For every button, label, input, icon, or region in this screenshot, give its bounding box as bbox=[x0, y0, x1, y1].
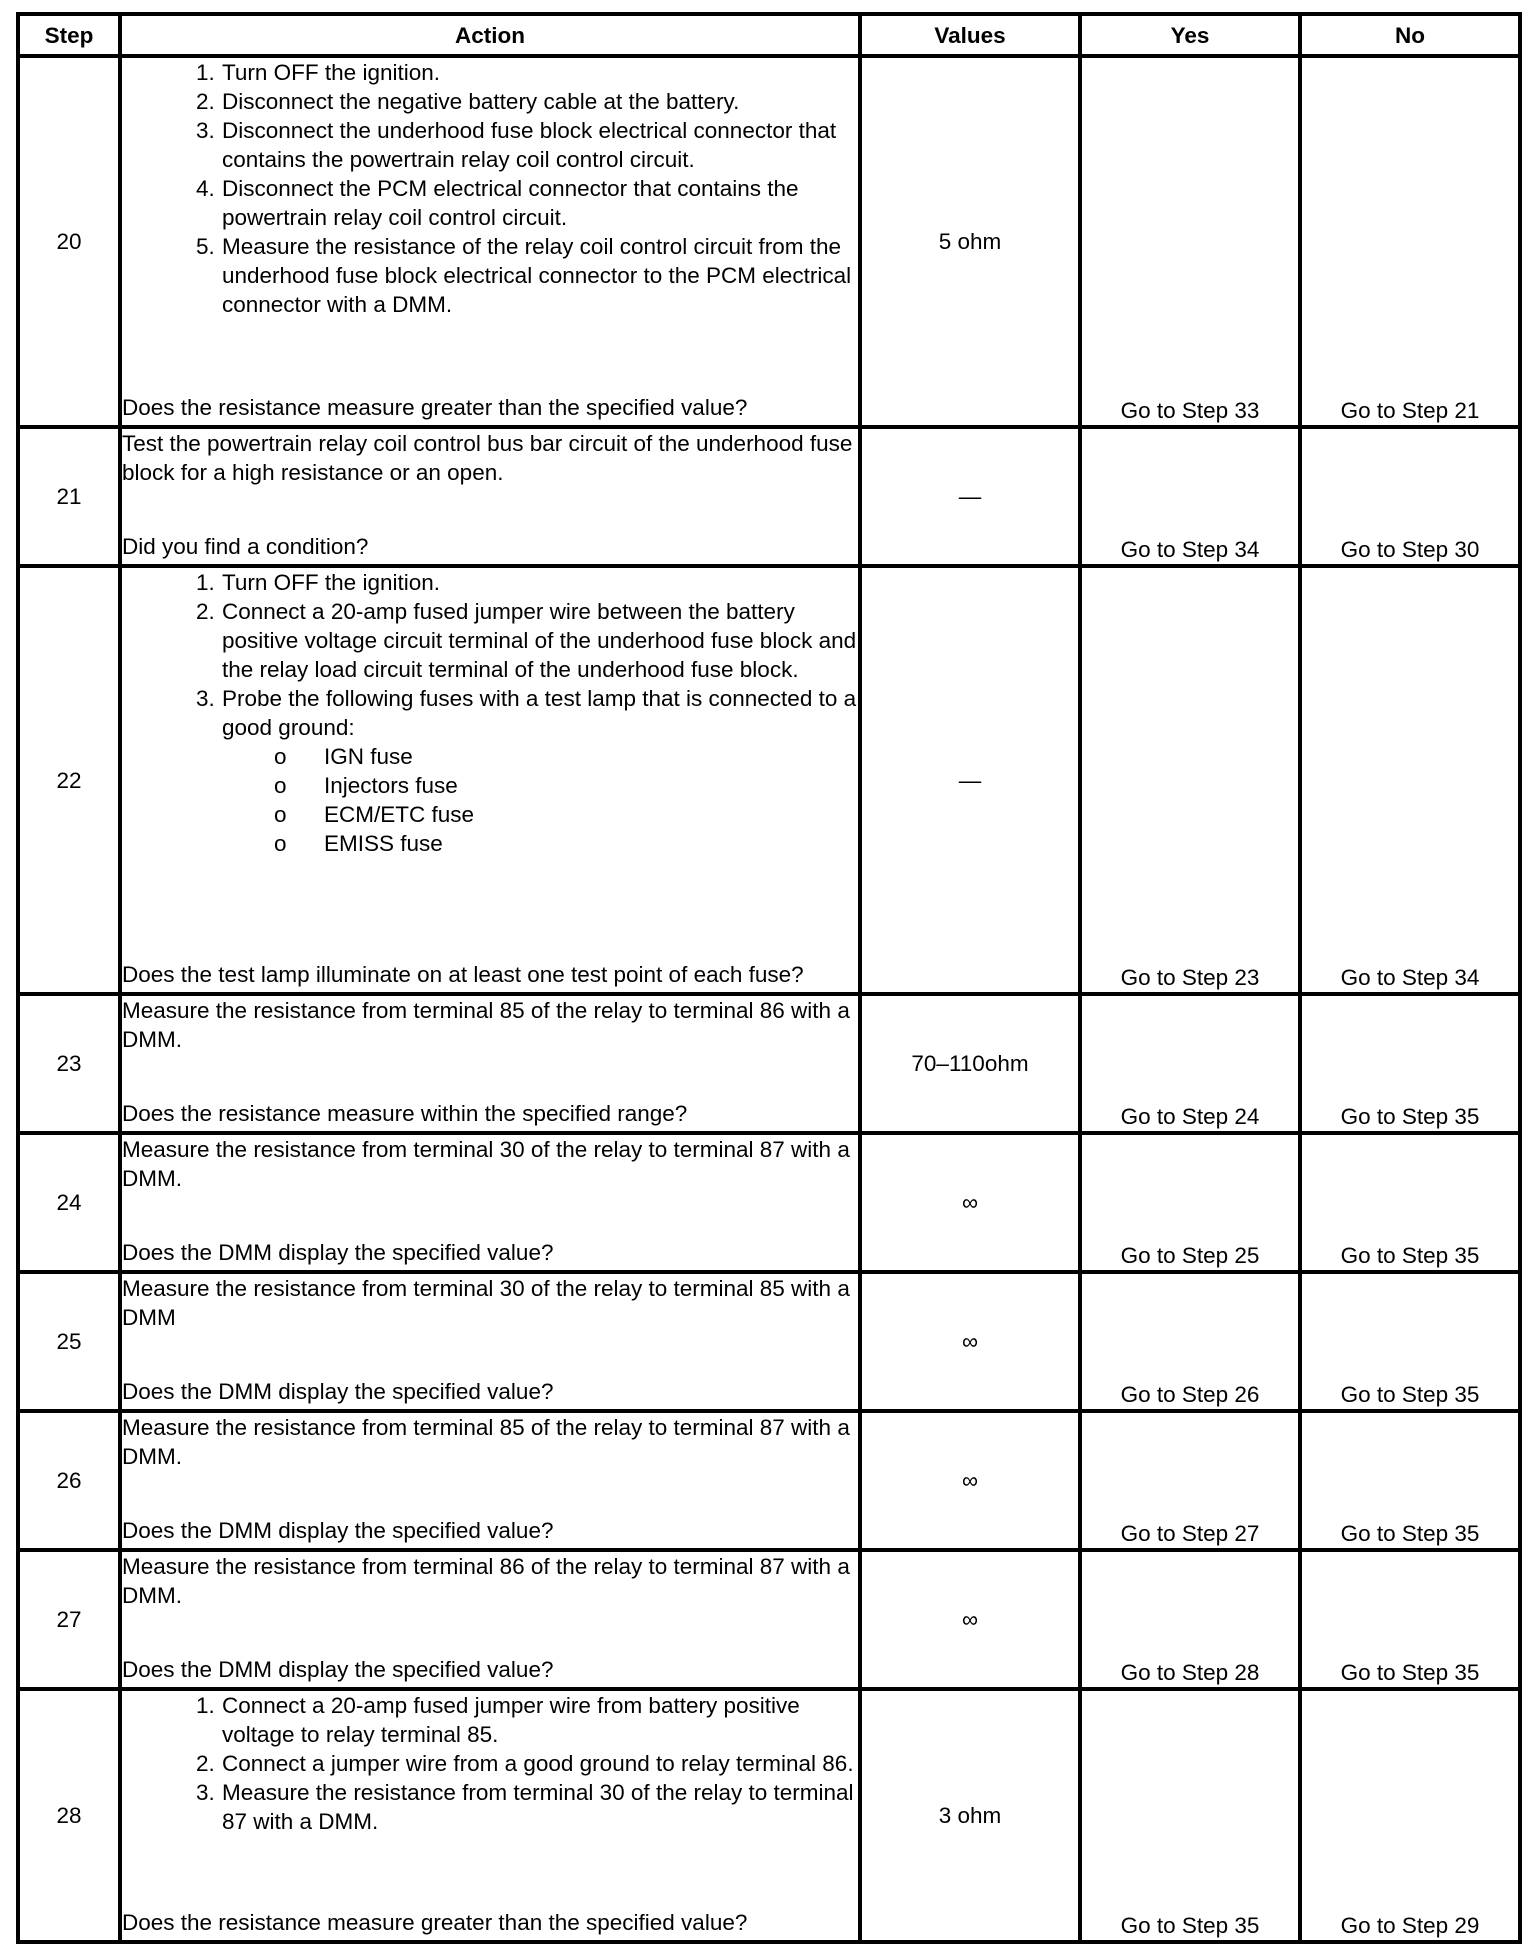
step-item-number: 5. bbox=[196, 234, 215, 259]
table-row bbox=[18, 1550, 1520, 1689]
yes-link[interactable]: Go to Step 34 bbox=[1080, 427, 1300, 566]
step-item-text: Connect a jumper wire from a good ground to relay terminal 86. bbox=[222, 1751, 854, 1776]
fuse-name: ECM/ETC fuse bbox=[324, 802, 475, 827]
step-number: 23 bbox=[18, 994, 120, 1133]
action-step bbox=[122, 58, 858, 87]
step-item-number: 1. bbox=[196, 60, 215, 85]
header-row bbox=[18, 14, 1520, 56]
no-link[interactable]: Go to Step 35 bbox=[1300, 1133, 1520, 1272]
table-row bbox=[18, 427, 1520, 566]
yes-link[interactable]: Go to Step 26 bbox=[1080, 1272, 1300, 1411]
action-step bbox=[122, 568, 858, 597]
value-cell: — bbox=[860, 427, 1080, 566]
action-steps bbox=[122, 568, 858, 742]
action-question: Did you find a condition? bbox=[122, 534, 369, 559]
action-step bbox=[122, 116, 858, 174]
fuse-name: EMISS fuse bbox=[324, 831, 443, 856]
action-question: Does the test lamp illuminate on at least one test point of each fuse? bbox=[122, 962, 804, 987]
table-row bbox=[18, 1133, 1520, 1272]
yes-link[interactable]: Go to Step 27 bbox=[1080, 1411, 1300, 1550]
action-question: Does the DMM display the specified value? bbox=[122, 1240, 554, 1265]
no-link[interactable]: Go to Step 35 bbox=[1300, 1411, 1520, 1550]
step-item-text: Turn OFF the ignition. bbox=[222, 60, 441, 85]
step-number: 26 bbox=[18, 1411, 120, 1550]
yes-link[interactable]: Go to Step 35 bbox=[1080, 1689, 1300, 1942]
step-item-number: 2. bbox=[196, 599, 215, 624]
action-step bbox=[122, 684, 858, 742]
value-cell: 3 ohm bbox=[860, 1689, 1080, 1942]
action-text: Measure the resistance from terminal 85 of the relay to terminal 87 with a DMM. bbox=[122, 1415, 850, 1469]
circle-bullet-icon: o bbox=[274, 802, 287, 827]
fuse-list-item bbox=[122, 829, 858, 858]
step-number: 20 bbox=[18, 56, 120, 427]
no-link[interactable]: Go to Step 21 bbox=[1300, 56, 1520, 427]
circle-bullet-icon: o bbox=[274, 744, 287, 769]
fuse-list-item bbox=[122, 742, 858, 771]
step-item-number: 4. bbox=[196, 176, 215, 201]
circle-bullet-icon: o bbox=[274, 831, 287, 856]
step-number: 22 bbox=[18, 566, 120, 994]
action-cell bbox=[120, 1689, 860, 1942]
header-yes: Yes bbox=[1080, 14, 1300, 56]
no-link[interactable]: Go to Step 35 bbox=[1300, 994, 1520, 1133]
action-cell bbox=[120, 1550, 860, 1689]
value-cell: ∞ bbox=[860, 1272, 1080, 1411]
header-no: No bbox=[1300, 14, 1520, 56]
fuse-list-item bbox=[122, 771, 858, 800]
action-text: Measure the resistance from terminal 30 of the relay to terminal 85 with a DMM bbox=[122, 1276, 850, 1330]
fuse-name: IGN fuse bbox=[324, 744, 413, 769]
step-item-number: 3. bbox=[196, 686, 215, 711]
yes-link[interactable]: Go to Step 23 bbox=[1080, 566, 1300, 994]
step-item-number: 2. bbox=[196, 1751, 215, 1776]
value-cell: — bbox=[860, 566, 1080, 994]
action-question: Does the DMM display the specified value? bbox=[122, 1518, 554, 1543]
action-question: Does the DMM display the specified value? bbox=[122, 1379, 554, 1404]
step-number: 21 bbox=[18, 427, 120, 566]
diagnostic-table bbox=[16, 12, 1522, 1944]
action-cell bbox=[120, 1411, 860, 1550]
step-item-text: Probe the following fuses with a test lamp that is connected to a good ground: bbox=[222, 686, 857, 740]
table-row bbox=[18, 994, 1520, 1133]
no-link[interactable]: Go to Step 35 bbox=[1300, 1550, 1520, 1689]
step-item-number: 1. bbox=[196, 1693, 215, 1718]
no-link[interactable]: Go to Step 34 bbox=[1300, 566, 1520, 994]
action-step bbox=[122, 597, 858, 684]
action-question: Does the resistance measure greater than the specified value? bbox=[122, 395, 748, 420]
step-number: 27 bbox=[18, 1550, 120, 1689]
value-cell: ∞ bbox=[860, 1411, 1080, 1550]
value-cell: 5 ohm bbox=[860, 56, 1080, 427]
no-link[interactable]: Go to Step 35 bbox=[1300, 1272, 1520, 1411]
fuse-list bbox=[122, 742, 858, 858]
value-cell: 70–110ohm bbox=[860, 994, 1080, 1133]
action-cell bbox=[120, 1133, 860, 1272]
yes-link[interactable]: Go to Step 28 bbox=[1080, 1550, 1300, 1689]
action-step bbox=[122, 1691, 858, 1749]
value-cell: ∞ bbox=[860, 1133, 1080, 1272]
action-text: Measure the resistance from terminal 86 of the relay to terminal 87 with a DMM. bbox=[122, 1554, 850, 1608]
action-question: Does the resistance measure within the specified range? bbox=[122, 1101, 688, 1126]
table-row bbox=[18, 1272, 1520, 1411]
table-body bbox=[18, 56, 1520, 1942]
table-row bbox=[18, 1689, 1520, 1942]
action-question: Does the DMM display the specified value? bbox=[122, 1657, 554, 1682]
step-item-text: Connect a 20-amp fused jumper wire between the battery positive voltage circuit terminal of the underhood fuse block and the relay load circuit terminal of the underhood fuse block. bbox=[222, 599, 857, 682]
action-step bbox=[122, 87, 858, 116]
table-row bbox=[18, 1411, 1520, 1550]
step-item-text: Measure the resistance of the relay coil control circuit from the underhood fuse block electrical connector to the PCM electrical connector with a DMM. bbox=[222, 234, 852, 317]
value-cell: ∞ bbox=[860, 1550, 1080, 1689]
fuse-name: Injectors fuse bbox=[324, 773, 458, 798]
action-step bbox=[122, 174, 858, 232]
step-item-number: 3. bbox=[196, 118, 215, 143]
step-number: 24 bbox=[18, 1133, 120, 1272]
yes-link[interactable]: Go to Step 25 bbox=[1080, 1133, 1300, 1272]
header-values: Values bbox=[860, 14, 1080, 56]
step-item-text: Disconnect the underhood fuse block electrical connector that contains the powertrain relay coil control circuit. bbox=[222, 118, 837, 172]
step-item-text: Measure the resistance from terminal 30 of the relay to terminal 87 with a DMM. bbox=[222, 1780, 854, 1834]
no-link[interactable]: Go to Step 30 bbox=[1300, 427, 1520, 566]
action-step bbox=[122, 1749, 858, 1778]
step-item-text: Disconnect the negative battery cable at the battery. bbox=[222, 89, 740, 114]
action-cell bbox=[120, 427, 860, 566]
step-number: 25 bbox=[18, 1272, 120, 1411]
step-number: 28 bbox=[18, 1689, 120, 1942]
action-cell bbox=[120, 994, 860, 1133]
action-step bbox=[122, 1778, 858, 1836]
header-step: Step bbox=[18, 14, 120, 56]
table-row bbox=[18, 566, 1520, 994]
yes-link[interactable]: Go to Step 24 bbox=[1080, 994, 1300, 1133]
action-step bbox=[122, 232, 858, 319]
yes-link[interactable]: Go to Step 33 bbox=[1080, 56, 1300, 427]
step-item-text: Disconnect the PCM electrical connector that contains the powertrain relay coil control circuit. bbox=[222, 176, 799, 230]
action-cell bbox=[120, 56, 860, 427]
fuse-list-item bbox=[122, 800, 858, 829]
step-item-text: Connect a 20-amp fused jumper wire from battery positive voltage to relay terminal 85. bbox=[222, 1693, 800, 1747]
action-steps bbox=[122, 58, 858, 319]
action-steps bbox=[122, 1691, 858, 1836]
step-item-text: Turn OFF the ignition. bbox=[222, 570, 441, 595]
step-item-number: 2. bbox=[196, 89, 215, 114]
no-link[interactable]: Go to Step 29 bbox=[1300, 1689, 1520, 1942]
header-action: Action bbox=[120, 14, 860, 56]
step-item-number: 3. bbox=[196, 1780, 215, 1805]
action-cell bbox=[120, 1272, 860, 1411]
action-text: Measure the resistance from terminal 85 of the relay to terminal 86 with a DMM. bbox=[122, 998, 850, 1052]
action-question: Does the resistance measure greater than the specified value? bbox=[122, 1910, 748, 1935]
circle-bullet-icon: o bbox=[274, 773, 287, 798]
step-item-number: 1. bbox=[196, 570, 215, 595]
action-cell bbox=[120, 566, 860, 994]
action-text: Test the powertrain relay coil control bus bar circuit of the underhood fuse block for a high resistance or an open. bbox=[122, 431, 853, 485]
table-row bbox=[18, 56, 1520, 427]
action-text: Measure the resistance from terminal 30 of the relay to terminal 87 with a DMM. bbox=[122, 1137, 850, 1191]
